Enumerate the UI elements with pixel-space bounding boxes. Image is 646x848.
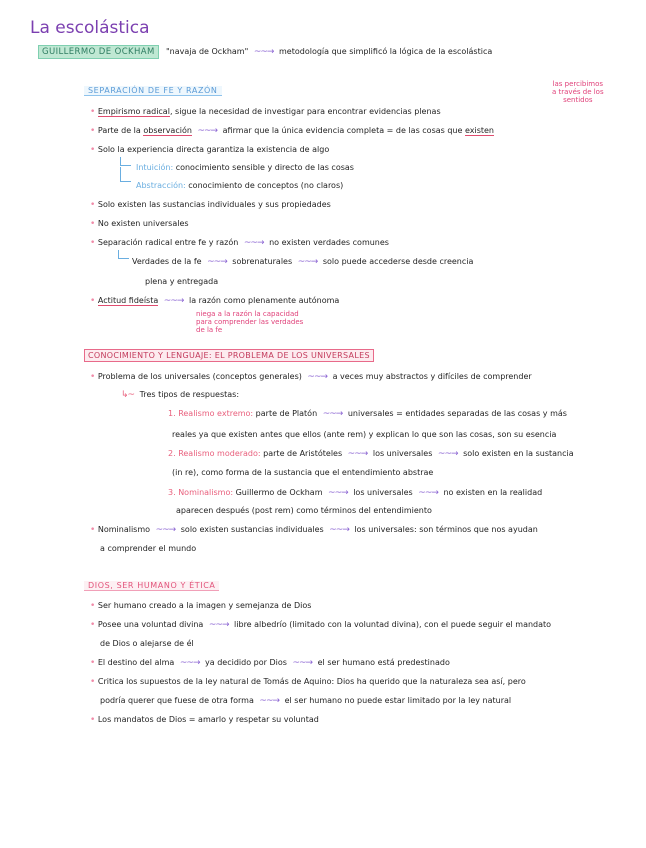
note-line: las percibimos — [552, 80, 604, 88]
section-heading-fe-razon: SEPARACIÓN DE FE Y RAZÓN — [84, 86, 222, 96]
wavy-arrow-icon: ~~→ — [418, 488, 438, 498]
item-text: Tres tipos de respuestas: — [139, 390, 240, 399]
item-text: sobrenaturales — [232, 257, 293, 266]
wavy-arrow-icon: ~~→ — [163, 296, 184, 306]
item-text: Guillermo de Ockham — [235, 488, 323, 497]
response-name: Realismo extremo: — [178, 409, 254, 418]
curved-arrow-icon: ↳~ — [121, 390, 135, 400]
item-text: aparecen después (post rem) como términos del entendimiento — [176, 506, 432, 515]
pink-dot-icon: • — [90, 200, 96, 210]
item-text: Problema de los universales (conceptos generales) — [97, 372, 302, 381]
section-heading-dios: DIOS, SER HUMANO Y ÉTICA — [84, 581, 219, 591]
item-text: Separación radical entre fe y razón — [97, 238, 239, 247]
list-item — [90, 658, 450, 668]
response-item — [168, 409, 567, 419]
list-item — [90, 525, 538, 535]
list-item — [90, 601, 311, 611]
sub-label: Intuición: — [136, 163, 174, 172]
wavy-arrow-icon: ~~→ — [155, 525, 176, 535]
note-line: niega a la razón la capacidad — [196, 310, 299, 318]
wavy-arrow-icon: ~~→ — [207, 257, 227, 267]
item-text: solo puede accederse desde creencia — [322, 257, 474, 266]
wavy-arrow-icon: ~~→ — [208, 620, 229, 630]
header-text-a: "navaja de Ockham" — [166, 47, 249, 56]
wavy-arrow-icon: ~~→ — [328, 488, 348, 498]
header-text-b: metodología que simplificó la lógica de la escolástica — [279, 47, 493, 56]
response-item — [168, 449, 574, 459]
pink-dot-icon: • — [90, 145, 96, 155]
header-line — [166, 47, 492, 57]
item-text: no existen en la realidad — [443, 488, 543, 497]
item-text: (in re), como forma de la sustancia que el entendimiento abstrae — [172, 468, 434, 477]
item-text: solo existen en la sustancia — [463, 449, 574, 458]
item-text: Ser humano creado a la imagen y semejanza de Dios — [97, 601, 312, 610]
response-number: 2. — [168, 449, 176, 458]
item-text: a comprender el mundo — [100, 544, 197, 553]
response-name: Realismo moderado: — [178, 449, 261, 458]
highlight-text: Empirismo radical — [97, 107, 170, 116]
item-text: podría querer que fuese de otra forma — [100, 696, 254, 705]
item-text: , sigue la necesidad de investigar para encontrar evidencias plenas — [169, 107, 441, 116]
item-text: no existen verdades comunes — [269, 238, 389, 247]
item-text: conocimiento sensible y directo de las cosas — [175, 163, 354, 172]
pink-dot-icon: • — [90, 715, 96, 725]
wavy-arrow-icon: ~~→ — [179, 658, 200, 668]
item-text: los universales — [372, 449, 433, 458]
item-text: Solo la experiencia directa garantiza la existencia de algo — [97, 145, 330, 154]
item-text: reales ya que existen antes que ellos (ante rem) y explican lo que son las cosas, son su esencia — [172, 430, 557, 439]
list-item — [90, 715, 319, 725]
wavy-arrow-icon: ~~→ — [197, 126, 218, 136]
item-text: ya decidido por Dios — [205, 658, 287, 667]
item-text: El destino del alma — [97, 658, 175, 667]
item-text: a veces muy abstractos y difíciles de comprender — [332, 372, 532, 381]
page-title: La escolástica — [30, 18, 150, 38]
item-text: Nominalismo — [97, 525, 151, 534]
wavy-arrow-icon: ~~→ — [253, 47, 274, 57]
list-item — [90, 620, 551, 630]
item-text: afirmar que la única evidencia completa = de las cosas que — [222, 126, 463, 135]
sub-item — [118, 390, 239, 400]
tree-connector — [120, 157, 131, 166]
item-text: universales = entidades separadas de las cosas y más — [347, 409, 567, 418]
item-text: los universales: son términos que nos ayudan — [354, 525, 538, 534]
note-line: sentidos — [563, 96, 593, 104]
pink-dot-icon: • — [90, 658, 96, 668]
list-item-continuation — [100, 696, 511, 706]
item-text: conocimiento de conceptos (no claros) — [188, 181, 344, 190]
wavy-arrow-icon: ~~→ — [347, 449, 368, 459]
pink-dot-icon: • — [90, 620, 96, 630]
pink-dot-icon: • — [90, 219, 96, 229]
list-item — [90, 200, 331, 210]
wavy-arrow-icon: ~~→ — [329, 525, 349, 535]
list-item — [90, 238, 389, 248]
pink-dot-icon: • — [90, 126, 96, 136]
note-line: a través de los — [552, 88, 604, 96]
item-text: el ser humano está predestinado — [317, 658, 450, 667]
response-number: 3. — [168, 488, 176, 497]
note-line: de la fe — [196, 326, 223, 334]
response-name: Nominalismo: — [178, 488, 234, 497]
pink-dot-icon: • — [90, 525, 96, 535]
item-text: el ser humano no puede estar limitado por la ley natural — [284, 696, 512, 705]
response-item — [168, 488, 542, 498]
tree-connector — [118, 250, 129, 259]
highlight-text: Actitud fideísta — [97, 296, 159, 305]
list-item — [90, 219, 189, 229]
tree-connector — [120, 167, 131, 182]
wavy-arrow-icon: ~~→ — [243, 238, 264, 248]
item-text: parte de Platón — [255, 409, 318, 418]
note-line: para comprender las verdades — [196, 318, 304, 326]
list-item — [90, 126, 494, 136]
note-sentidos — [552, 80, 604, 104]
pink-dot-icon: • — [90, 601, 96, 611]
section-heading-universales: CONOCIMIENTO Y LENGUAJE: EL PROBLEMA DE LOS UNIVERSALES — [84, 349, 374, 362]
list-item — [90, 145, 329, 155]
pink-dot-icon: • — [90, 238, 96, 248]
item-text: solo existen sustancias individuales — [180, 525, 324, 534]
sub-item — [132, 257, 473, 267]
item-text: Verdades de la fe — [132, 257, 202, 266]
wavy-arrow-icon: ~~→ — [322, 409, 343, 419]
pink-dot-icon: • — [90, 677, 96, 687]
item-text: plena y entregada — [145, 277, 219, 286]
list-item — [90, 296, 339, 306]
pink-dot-icon: • — [90, 107, 96, 117]
wavy-arrow-icon: ~~→ — [307, 372, 328, 382]
ockham-tag: GUILLERMO DE OCKHAM — [38, 45, 159, 59]
item-text: No existen universales — [97, 219, 189, 228]
response-number: 1. — [168, 409, 176, 418]
item-text: Critica los supuestos de la ley natural de Tomás de Aquino: Dios ha querido que la naturaleza sea así, pero — [97, 677, 526, 686]
sub-item — [136, 163, 354, 172]
item-text: la razón como plenamente autónoma — [188, 296, 340, 305]
sub-item — [136, 181, 343, 190]
highlight-text: observación — [143, 126, 192, 135]
highlight-text: existen — [464, 126, 495, 135]
wavy-arrow-icon: ~~→ — [259, 696, 280, 706]
note-fideismo — [196, 310, 303, 334]
pink-dot-icon: • — [90, 296, 96, 306]
item-text: Solo existen las sustancias individuales y sus propiedades — [97, 200, 331, 209]
list-item — [90, 107, 441, 117]
wavy-arrow-icon: ~~→ — [437, 449, 458, 459]
item-text: Los mandatos de Dios = amarlo y respetar su voluntad — [97, 715, 319, 724]
list-item — [90, 372, 532, 382]
sub-label: Abstracción: — [136, 181, 186, 190]
pink-dot-icon: • — [90, 372, 96, 382]
item-text: libre albedrío (limitado con la voluntad divina), con el puede seguir el mandato — [234, 620, 552, 629]
item-text: Posee una voluntad divina — [97, 620, 204, 629]
item-text: Parte de la — [97, 126, 141, 135]
item-text: de Dios o alejarse de él — [100, 639, 194, 648]
wavy-arrow-icon: ~~→ — [292, 658, 313, 668]
item-text: parte de Aristóteles — [263, 449, 343, 458]
wavy-arrow-icon: ~~→ — [297, 257, 318, 267]
list-item — [90, 677, 526, 687]
item-text: los universales — [353, 488, 413, 497]
